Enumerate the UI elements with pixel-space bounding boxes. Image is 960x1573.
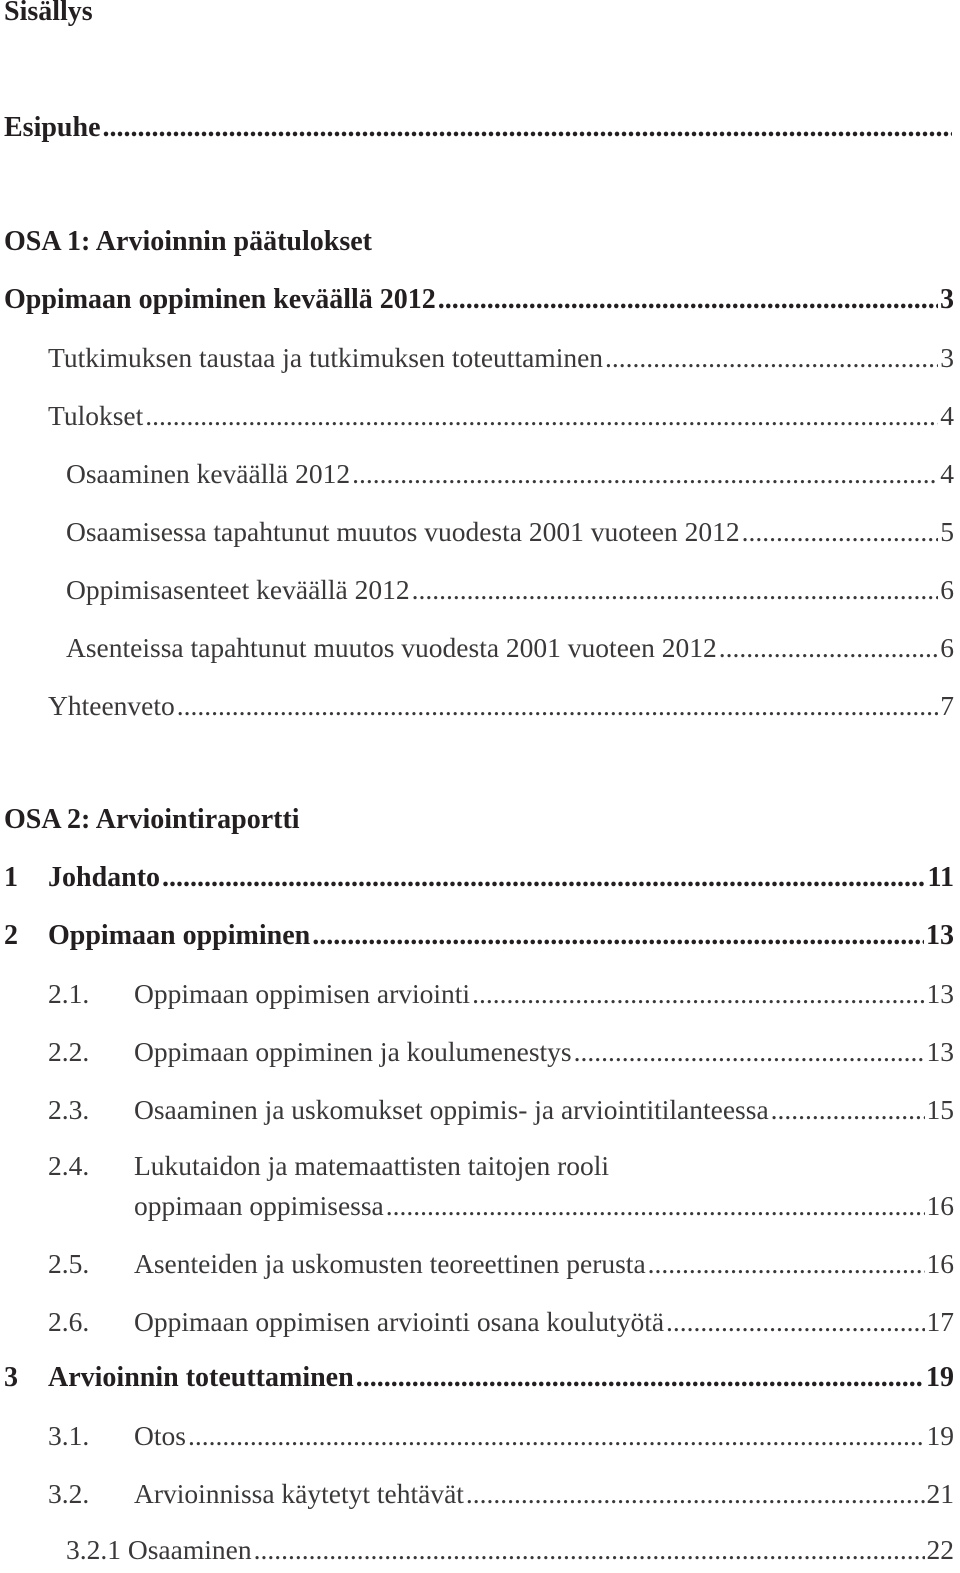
toc-leader — [412, 574, 939, 606]
toc-entry-page: 3 — [940, 284, 954, 315]
toc-section[interactable] — [48, 1248, 954, 1280]
toc-section-2-4-first-line[interactable] — [48, 1150, 609, 1182]
toc-chapter[interactable] — [4, 862, 954, 894]
toc-leader — [356, 1362, 924, 1394]
part1-heading: OSA 1: Arvioinnin päätulokset — [4, 226, 372, 257]
toc-entry-label: Lukutaidon ja matemaattisten taitojen rooli — [134, 1150, 610, 1181]
toc-section-number: 3.1. — [48, 1420, 90, 1451]
toc-entry-label: Osaamisessa tapahtunut muutos vuodesta 2001 vuoteen 2012 — [66, 516, 740, 547]
toc-chapter-number: 1 — [4, 862, 18, 893]
toc-leader — [771, 1094, 925, 1126]
toc-leader — [352, 458, 938, 490]
toc-entry-page: 6 — [940, 574, 954, 605]
toc-leader — [162, 862, 925, 894]
toc-entry-label: Asenteiden ja uskomusten teoreettinen perusta — [134, 1248, 646, 1279]
toc-leader — [466, 1478, 925, 1510]
toc-leader — [472, 978, 924, 1010]
toc-entry-page: 13 — [926, 1036, 954, 1067]
toc-entry-foreword[interactable] — [4, 112, 954, 144]
toc-section-number: 2.4. — [48, 1150, 90, 1181]
toc-entry-page: 15 — [926, 1094, 954, 1125]
part2-heading: OSA 2: Arviointiraportti — [4, 804, 300, 835]
toc-entry-label: Asenteissa tapahtunut muutos vuodesta 2001 vuoteen 2012 — [66, 632, 717, 663]
toc-section[interactable] — [48, 978, 954, 1010]
toc-leader — [648, 1248, 925, 1280]
toc-entry-label: Oppimaan oppiminen keväällä 2012 — [4, 284, 436, 315]
toc-entry-label: Arvioinnissa käytetyt tehtävät — [134, 1478, 464, 1509]
toc-entry-label: Johdanto — [48, 862, 161, 893]
toc-section-number: 2.6. — [48, 1306, 90, 1337]
toc-entry-page: 22 — [926, 1534, 954, 1565]
page-title: Sisällys — [4, 0, 93, 27]
toc-entry-page: 6 — [940, 632, 954, 663]
toc-leader — [574, 1036, 925, 1068]
toc-section-number: 2.1. — [48, 978, 90, 1009]
toc-subsection[interactable] — [66, 1534, 954, 1566]
toc-entry-label: Oppimaan oppimisen arviointi osana koulutyötä — [134, 1306, 665, 1337]
toc-section-number: 2.5. — [48, 1248, 90, 1279]
toc-entry-page: 5 — [940, 516, 954, 547]
toc-leader — [666, 1306, 924, 1338]
toc-entry[interactable] — [66, 516, 954, 548]
toc-leader — [254, 1534, 925, 1566]
toc-section[interactable] — [48, 1478, 954, 1510]
toc-entry-label: Tutkimuksen taustaa ja tutkimuksen toteuttaminen — [48, 342, 604, 373]
toc-section-number: 2.2. — [48, 1036, 90, 1067]
toc-chapter-number: 2 — [4, 920, 18, 951]
toc-section[interactable] — [48, 1094, 954, 1126]
toc-entry[interactable] — [66, 574, 954, 606]
toc-entry-page: 11 — [927, 862, 954, 893]
toc-entry[interactable] — [66, 458, 954, 490]
toc-entry-label-continued: oppimaan oppimisessa — [134, 1190, 384, 1221]
toc-entry-page: 17 — [926, 1306, 954, 1337]
toc-entry-label: Oppimaan oppiminen ja koulumenestys — [134, 1036, 572, 1067]
toc-entry[interactable] — [66, 632, 954, 664]
toc-entry[interactable] — [4, 284, 954, 316]
toc-entry-page: 4 — [940, 458, 954, 489]
toc-leader — [312, 920, 924, 952]
toc-entry-page: 16 — [926, 1248, 954, 1279]
toc-entry-page: 3 — [940, 342, 954, 373]
toc-entry-page: 7 — [940, 690, 954, 721]
toc-section[interactable] — [48, 1420, 954, 1452]
toc-section[interactable] — [48, 1036, 954, 1068]
toc-entry-label: Osaaminen keväällä 2012 — [66, 458, 351, 489]
toc-section[interactable] — [48, 1306, 954, 1338]
toc-leader — [742, 516, 939, 548]
toc-entry-label: Arvioinnin toteuttaminen — [48, 1362, 354, 1393]
toc-section-number: 2.3. — [48, 1094, 90, 1125]
toc-leader — [438, 284, 938, 316]
toc-leader — [188, 1420, 925, 1452]
toc-entry-label: 3.2.1 Osaaminen — [66, 1534, 252, 1565]
toc-entry[interactable] — [48, 342, 954, 374]
toc-entry[interactable] — [48, 400, 954, 432]
toc-entry-page: 19 — [926, 1420, 954, 1451]
toc-leader — [605, 342, 938, 374]
toc-entry-page: 16 — [926, 1190, 954, 1221]
toc-leader — [145, 400, 938, 432]
toc-leader — [719, 632, 939, 664]
toc-entry-page: 21 — [926, 1478, 954, 1509]
toc-entry-page: 19 — [926, 1362, 954, 1393]
toc-leader — [386, 1190, 925, 1222]
toc-entry-label: Tulokset — [48, 400, 144, 431]
toc-entry-label: Otos — [134, 1420, 186, 1451]
toc-leader — [103, 112, 953, 144]
toc-entry[interactable] — [48, 690, 954, 722]
toc-entry-page: 13 — [926, 920, 954, 951]
toc-entry-label: Oppimisasenteet keväällä 2012 — [66, 574, 410, 605]
toc-section-2-4-second-line[interactable] — [134, 1190, 954, 1222]
toc-entry-label: Yhteenveto — [48, 690, 175, 721]
toc-section-number: 3.2. — [48, 1478, 90, 1509]
toc-entry-page: 13 — [926, 978, 954, 1009]
toc-leader — [177, 690, 938, 722]
toc-entry-label: Osaaminen ja uskomukset oppimis- ja arviointitilanteessa — [134, 1094, 769, 1125]
toc-entry-label: Oppimaan oppiminen — [48, 920, 311, 951]
toc-chapter[interactable] — [4, 920, 954, 952]
toc-entry-label: Esipuhe — [4, 112, 101, 143]
toc-entry-page: 4 — [940, 400, 954, 431]
toc-entry-label: Oppimaan oppimisen arviointi — [134, 978, 471, 1009]
toc-chapter[interactable] — [4, 1362, 954, 1394]
toc-chapter-number: 3 — [4, 1362, 18, 1393]
